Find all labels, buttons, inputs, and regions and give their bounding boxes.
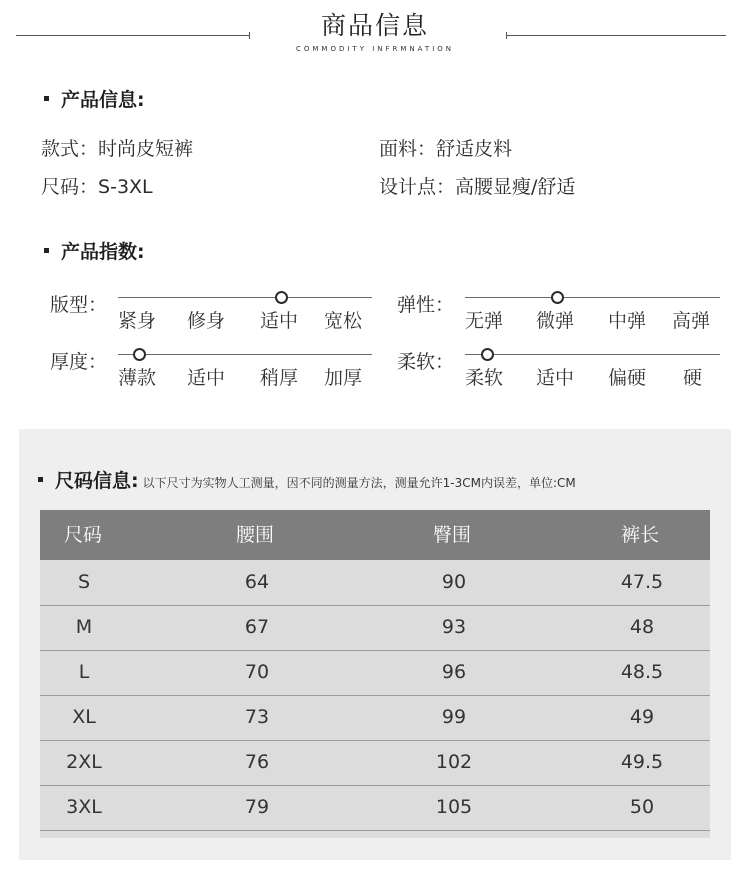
page-title: 商品信息 <box>320 11 429 40</box>
table-cell: 73 <box>244 706 270 728</box>
scale-3-indicator-icon <box>481 348 494 361</box>
scale-2-indicator-icon <box>133 348 146 361</box>
size-info-note: 以下尺寸为实物人工测量，因不同的测量方法，测量允许1-3CM内误差，单位:CM <box>142 476 576 490</box>
table-cell: 47.5 <box>620 571 664 593</box>
scale-0-indicator-icon <box>275 291 288 304</box>
scale-3-option: 适中 <box>536 367 575 389</box>
scale-1-option: 高弹 <box>672 310 711 332</box>
table-row <box>40 605 710 651</box>
product-index-heading <box>44 237 145 264</box>
bullet-square-icon <box>44 96 49 101</box>
scale-1-option: 微弹 <box>536 310 575 332</box>
scale-3-option: 柔软 <box>465 367 504 389</box>
info-fabric: 面料：舒适皮料 <box>379 138 513 160</box>
info-style-label: 款式 <box>41 138 80 160</box>
table-cell: 48.5 <box>620 661 664 683</box>
table-row <box>40 785 710 831</box>
table-row <box>40 650 710 696</box>
info-design: 设计点：高腰显瘦/舒适 <box>379 176 576 198</box>
page-subtitle: COMMODITY INFRMNATION <box>295 45 455 53</box>
scale-0-option: 适中 <box>260 310 299 332</box>
product-info-heading-text: 产品信息: <box>61 89 145 111</box>
info-fabric-value: 舒适皮料 <box>436 138 513 160</box>
scale-2-option: 薄款 <box>118 367 157 389</box>
size-table-body <box>40 560 710 838</box>
size-table-header <box>40 510 710 560</box>
info-size: 尺码：S-3XL <box>41 176 153 198</box>
scale-0-label: 版型： <box>50 294 108 316</box>
table-cell: S <box>77 571 91 593</box>
table-cell: 50 <box>629 796 655 818</box>
table-cell: 70 <box>244 661 270 683</box>
table-cell: 49.5 <box>620 751 664 773</box>
table-cell: 93 <box>441 616 467 638</box>
table-cell: 3XL <box>66 796 102 818</box>
table-cell: 2XL <box>66 751 102 773</box>
table-cell: 64 <box>244 571 270 593</box>
table-cell: 49 <box>629 706 655 728</box>
scale-3-track <box>465 354 720 355</box>
table-cell: 102 <box>435 751 473 773</box>
size-table-col-waist: 腰围 <box>236 524 275 546</box>
bullet-square-icon <box>38 477 43 482</box>
scale-3-label: 柔软： <box>397 351 455 373</box>
size-table-col-hip: 臀围 <box>433 524 472 546</box>
table-cell: L <box>78 661 90 683</box>
scale-0-option: 修身 <box>187 310 226 332</box>
bullet-square-icon <box>44 248 49 253</box>
info-style: 款式：时尚皮短裤 <box>41 138 194 160</box>
info-design-label: 设计点 <box>379 176 437 198</box>
info-design-value: 高腰显瘦/舒适 <box>455 176 576 198</box>
size-info-heading <box>38 466 576 493</box>
scale-3-option: 硬 <box>683 367 703 389</box>
scale-2-label: 厚度： <box>50 351 108 373</box>
scale-3-option: 偏硬 <box>608 367 647 389</box>
size-table-col-length: 裤长 <box>621 524 660 546</box>
table-cell: 48 <box>629 616 655 638</box>
table-cell: 67 <box>244 616 270 638</box>
table-row <box>40 695 710 741</box>
table-cell: 79 <box>244 796 270 818</box>
info-style-value: 时尚皮短裤 <box>98 138 194 160</box>
scale-1-label: 弹性： <box>397 294 455 316</box>
info-fabric-label: 面料 <box>379 138 418 160</box>
table-row <box>40 560 710 606</box>
table-row <box>40 740 710 786</box>
product-info-heading <box>44 85 145 112</box>
table-cell: 105 <box>435 796 473 818</box>
size-info-heading-text: 尺码信息: <box>55 470 139 492</box>
product-index-heading-text: 产品指数: <box>61 241 145 263</box>
scale-1-option: 无弹 <box>465 310 504 332</box>
scale-2-option: 稍厚 <box>260 367 299 389</box>
table-cell: 99 <box>441 706 467 728</box>
info-size-value: S-3XL <box>98 176 153 198</box>
table-cell: XL <box>72 706 96 728</box>
scale-0-track <box>118 297 372 298</box>
scale-2-option: 适中 <box>187 367 226 389</box>
scale-2-track <box>118 354 372 355</box>
scale-1-track <box>465 297 720 298</box>
info-size-label: 尺码 <box>41 176 80 198</box>
scale-0-option: 紧身 <box>118 310 157 332</box>
table-cell: 96 <box>441 661 467 683</box>
table-cell: M <box>75 616 93 638</box>
scale-2-option: 加厚 <box>324 367 363 389</box>
table-cell: 90 <box>441 571 467 593</box>
scale-1-option: 中弹 <box>608 310 647 332</box>
size-table-col-size: 尺码 <box>64 524 103 546</box>
scale-1-indicator-icon <box>551 291 564 304</box>
table-cell: 76 <box>244 751 270 773</box>
scale-0-option: 宽松 <box>324 310 363 332</box>
